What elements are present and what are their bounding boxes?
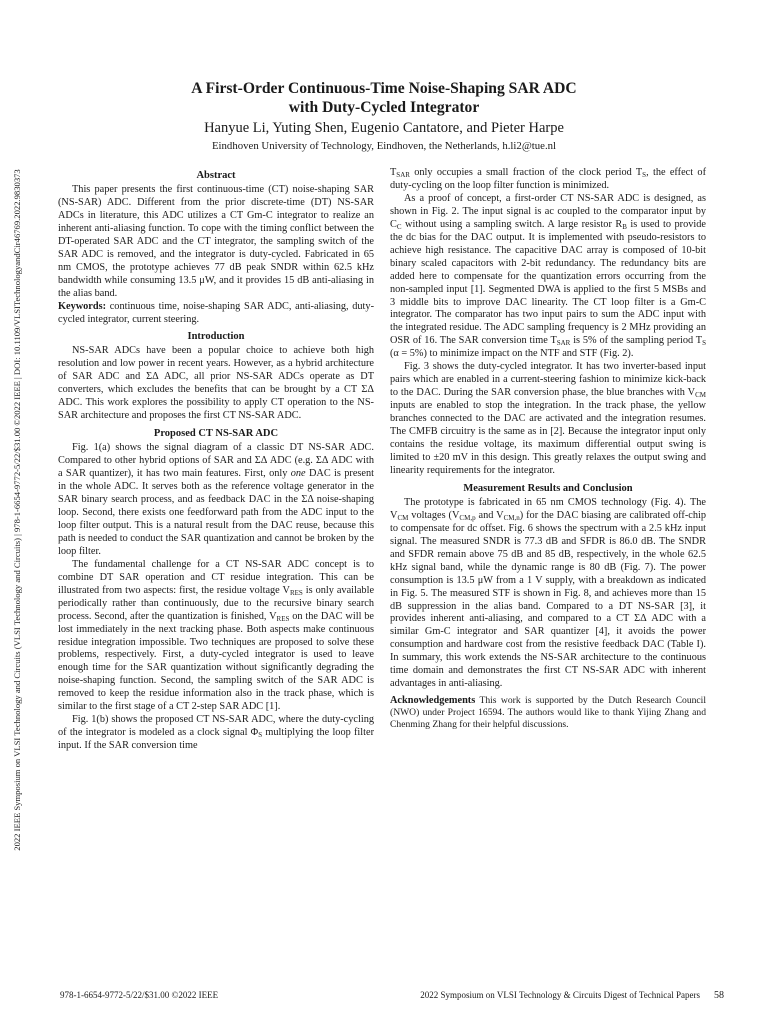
keywords-label: Keywords: [58,300,107,312]
right-column [390,167,706,731]
authors: Hanyue Li, Yuting Shen, Eugenio Cantatore, and Pieter Harpe [204,120,564,136]
continued-paragraph: $T_{SAR}$ only occupies a small fraction of the clock period $T_S$, the effect of duty-cycling on the loop filter function is minimized. [390,167,706,191]
abstract-heading: Abstract [196,170,236,181]
integrator-paragraph: Fig. 3 shows the duty-cycled integrator. It has two inverter-based input pairs which are enabled in a current-steering fashion to minimize kick-back to the DAC. During the SAR conversion phase, the blue branches with $V_{CM}$ inputs are enabled to stop the integration. In the track phase, the yellow branches connected to the DAC are activated and the integration resumes. The CMFB circuitry is the same as in [2]. Because the integrator input only contains the residue voltage, its maximum differential output swing is limited to ±20 mV in this design. This greatly relaxes the output swing and linearity requirements for the integrator. [390,361,706,476]
proposed-paragraph-2: The fundamental challenge for a CT NS-SAR ADC concept is to combine DT SAR operation and CT residue integration. This can be illustrated from two aspects: first, the residue voltage $V_{RES}$ is only available periodically rather than continuously, due to the recursive binary search process. Second, after the quantization is finished, $V_{RES}$ on the DAC will be lost immediately in the next tracking phase. Both aspects make continuous residue integration impossible. Two techniques are proposed to solve these problems, respectively. First, a duty-cycled integrator is used to leave enough time for the SAR quantization without significantly degrading the noise-shaping function. Second, the sampling switch of the SAR ADC is removed to keep the residue information also in the track phase, which is similar to the first stage of a CT 2-step SAR ADC [1]. [58,558,375,713]
abstract-text: This paper presents the first continuous-time (CT) noise-shaping SAR (NS-SAR) ADC. Different from the prior discrete-time (DT) NS-SAR ADCs in literature, this ADC utilizes a CT Gm-C integrator to realize an inherent anti-aliasing function. To cope with the timing conflict between the DT-operated SAR ADC and the CT integrator, the sampling switch of the SAR ADC is removed, and the integrator is duty-cycled. Fabricated in 65 nm CMOS, the prototype achieves 77 dB peak SNDR within 62.5 kHz bandwidth while consuming 13.5 μW, and it provides 15 dB anti-aliasing in the alias band. [58,184,374,299]
proposed-heading: Proposed CT NS-SAR ADC [153,428,279,440]
page-number: 58 [714,990,724,1001]
proposed-paragraph-1: Fig. 1(a) shows the signal diagram of a classic DT NS-SAR ADC. Compared to other hybrid options of SAR and ΣΔ ADC (e.g. ΣΔ ADC with a SAR quantizer), it has two main features. First, only one DAC is present in the whole ADC. It serves both as the reference voltage generator in the SAR binary search process, and as feedback DAC in the ΣΔ noise-shaping loop. Second, there exists one feedforward path from the ADC input to the loop filter output. This is a natural result from the DAC reuse, because this path is needed to conduct the SAR quantization and cannot be broken by the loop filter. [58,442,374,557]
keywords-text: continuous time, noise-shaping SAR ADC, anti-aliasing, duty-cycled integrator, current steering. [58,300,374,325]
proposed-paragraph-3: Fig. 1(b) shows the proposed CT NS-SAR ADC, where the duty-cycling of the integrator is modeled as a clock signal $\Phi_S$ multiplying the loop filter input. If the SAR conversion time [58,714,375,752]
measurement-heading: Measurement Results and Conclusion [463,482,633,494]
keywords [58,301,374,327]
paper-title [60,79,708,117]
footer-venue-text: 2022 Symposium on VLSI Technology & Circuits Digest of Technical Papers [420,990,700,1000]
measurement-paragraph: The prototype is fabricated in 65 nm CMOS technology (Fig. 4). The $V_{CM}$ voltages ($V_{CM,p}$ and $V_{CM,n}$) for the DAC biasing are calibrated off-chip to compensate for dc offset. Fig. 6 shows the spectrum with a 2.5 kHz input signal. The measured SNDR is 77.3 dB and SFDR is 86.0 dB. The SNDR and SFDR remain above 75 dB and 85 dB, respectively, in the whole 62.5 kHz signal band, while the dynamic range is 80 dB (Fig. 7). The power consumption is 13.5 μW from a 1 V supply, with a breakdown as indicated in Fig. 5. The measured STF is shown in Fig. 8, and achieves more than 15 dB suppression in the alias band. Compared to a DT NS-SAR [3], it provides inherent anti-aliasing, and compared to a CT ΣΔ ADC with a similar Gm-C integrator and SAR quantizer [4], it avoids the power consumption and hardware cost from the resistive feedback DAC (Table I). In summary, this work extends the NS-SAR architecture to the continuous time domain and demonstrates the first CT NS-SAR ADC with inherent advantages in anti-aliasing. [390,496,707,690]
intro-heading: Introduction [187,331,245,343]
left-column [58,168,374,753]
title-line-1: A First-Order Continuous-Time Noise-Shaping SAR ADC [191,80,577,97]
footer-copyright: 978-1-6654-9772-5/22/$31.00 ©2022 IEEE [60,990,219,1000]
acknowledgements-text: This work is supported by the Dutch Research Council (NWO) under Project 16594. The authors would like to thank Yijing Zhang and Chenming Zhang for their helpful discussions. [390,695,706,731]
acknowledgements [390,695,706,731]
acknowledgements-label: Acknowledgements [390,695,476,707]
affiliation: Eindhoven University of Technology, Eindhoven, the Netherlands, h.li2@tue.nl [211,140,557,152]
side-copyright-note [6,100,28,920]
design-paragraph: As a proof of concept, a first-order CT NS-SAR ADC is designed, as shown in Fig. 2. The input signal is ac coupled to the comparator input by $C_C$ without using a sampling switch. A large resistor $R_B$ is used to provide the dc bias for the DAC output. It is implemented with pseudo-resistors to achieve high resistance. The capacitive DAC array is composed of 10-bit binary scaled capacitors with 2-bit redundancy. The redundancy bits are added here to compensate for the quantization errors occurring from the non-sampled input [1]. Segmented DWA is applied to the first 5 MSBs and 3 middle bits to improve DAC linearity. The CT loop filter is a Gm-C integrator. The comparator has two input pairs to sum the ADC input with the integrated residue. The ADC sampling frequency is 2 MHz providing an OSR of 16. The SAR conversion time $T_{SAR}$ is 5% of the sampling period $T_S$ (α = 5%) to minimize impact on the NTF and STF (Fig. 2). [390,192,706,360]
footer-venue [420,990,724,1001]
intro-paragraph: NS-SAR ADCs have been a popular choice to achieve both high resolution and low power in recent years. However, as a hybrid architecture of SAR ADC and ΣΔ ADC, all prior NS-SAR ADCs operate as DT converters, which excludes the benefits that can be brought by a CT ΣΔ ADC. This work explores the possibility to apply CT operation to the NS-SAR architecture and proposes the first CT NS-SAR ADC. [58,345,374,422]
emphasis-one: one [290,468,306,480]
side-copyright-text: 2022 IEEE Symposium on VLSI Technology and Circuits (VLSI Technology and Circuits) | 978-1-6654-9772-5/22/$31.00 ©2022 IEEE | DOI: 10.1109/VLSITechnologyandCir46769.2022.9830373 [12,169,22,851]
title-line-2: with Duty-Cycled Integrator [288,99,480,116]
